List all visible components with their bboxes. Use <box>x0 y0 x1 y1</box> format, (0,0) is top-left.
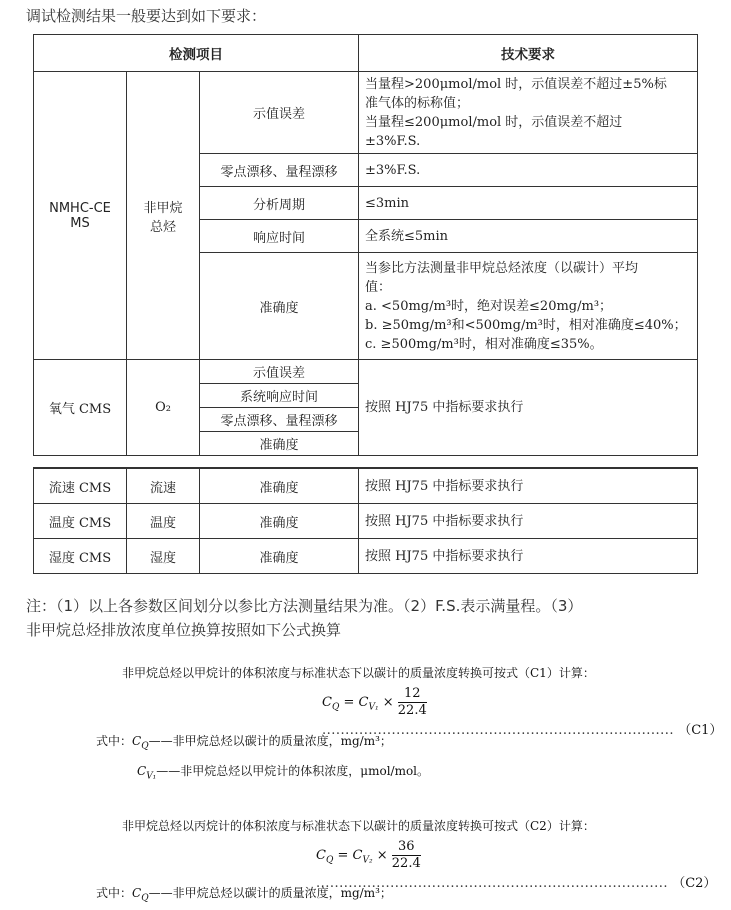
formula2-fraction <box>392 839 421 872</box>
nmhc-name-cell <box>34 72 127 360</box>
formula2-lhs-sub: Q <box>325 855 334 866</box>
req-line: 当量程≤200μmol/mol 时，示值误差不超过 <box>365 114 623 130</box>
item-cell: 准确度 <box>200 468 359 504</box>
item-cell: 系统响应时间 <box>200 384 359 408</box>
item-cell: 零点漂移、量程漂移 <box>200 408 359 432</box>
item-cell: 准确度 <box>200 539 359 574</box>
formula1-dots: ............................................................................ <box>322 723 675 738</box>
formula1-def2 <box>137 762 429 781</box>
formula2-where: 式中： <box>96 886 133 900</box>
formula2-label: （C2） <box>672 876 717 891</box>
req-line: a. <50mg/m³时，绝对误差≤20mg/m³； <box>365 298 613 314</box>
formula1-def1-text: ——非甲烷总烃以碳计的质量浓度，mg/m³； <box>148 734 392 748</box>
o2-name-cell: 氧气 CMS <box>34 360 127 456</box>
formula2-def1-text: ——非甲烷总烃以碳计的质量浓度，mg/m³； <box>148 886 392 900</box>
formula2-def1-sub: Q <box>141 893 149 904</box>
formula1-lhs: C <box>322 695 332 710</box>
req-line: 准气体的标称值； <box>365 95 470 111</box>
formula2-eq: = <box>337 848 349 863</box>
nmhc-name-line1: NMHC-CE <box>49 200 111 216</box>
formula2-denominator: 22.4 <box>391 856 421 871</box>
formula2-rhs: C <box>352 848 363 863</box>
spec-table <box>33 34 698 456</box>
item-cell: 示值误差 <box>200 72 359 154</box>
formula2-numerator: 36 <box>392 839 421 856</box>
formula1-intro: 非甲烷总烃以甲烷计的体积浓度与标准状态下以碳计的质量浓度转换可按式（C1）计算： <box>122 666 595 680</box>
item-cell: 响应时间 <box>200 220 359 253</box>
req-line: 当量程>200μmol/mol 时，示值误差不超过±5%标 <box>365 76 667 92</box>
param-cell: 流速 <box>127 468 200 504</box>
formula1-rhs-sub: V₁ <box>368 702 379 713</box>
name-cell: 湿度 CMS <box>34 539 127 574</box>
formula1-times: × <box>382 695 394 710</box>
requirement-cell <box>359 253 698 360</box>
param-cell: 温度 <box>127 504 200 539</box>
item-cell: 准确度 <box>200 432 359 456</box>
nmhc-param-cell <box>127 72 200 360</box>
formula1-def2-sub: V₁ <box>146 771 157 782</box>
item-cell: 示值误差 <box>200 360 359 384</box>
note-paragraph <box>26 594 716 642</box>
formula1-equation <box>322 686 731 738</box>
header-requirement: 技术要求 <box>359 35 698 72</box>
requirement-cell: ±3%F.S. <box>359 154 698 187</box>
o2-param-cell: O₂ <box>127 360 200 456</box>
item-cell: 准确度 <box>200 253 359 360</box>
formula1-fraction <box>398 686 427 719</box>
formula2-def1 <box>96 884 392 903</box>
nmhc-param-line2: 总烃 <box>149 219 176 235</box>
table-row <box>34 468 698 504</box>
table-row <box>34 539 698 574</box>
requirement-cell: 全系统≤5min <box>359 220 698 253</box>
formula1-label: （C1） <box>678 723 723 738</box>
table-row <box>34 360 698 384</box>
formula1-def1-sym: C <box>132 734 142 748</box>
formula1-where: 式中： <box>96 734 133 748</box>
req-line: c. ≥500mg/m³时，相对准确度≤35%。 <box>365 336 603 352</box>
name-cell: 流速 CMS <box>34 468 127 504</box>
formula1-lhs-sub: Q <box>331 702 340 713</box>
table-row <box>34 504 698 539</box>
req-line: 值： <box>365 279 392 295</box>
formula1-rhs: C <box>358 695 369 710</box>
formula2-rhs-sub: V₂ <box>362 855 373 866</box>
formula1-def1 <box>96 732 392 751</box>
o2-requirement-cell: 按照 HJ75 中指标要求执行 <box>359 360 698 456</box>
spec-table-continued <box>33 467 698 574</box>
header-item: 检测项目 <box>34 35 359 72</box>
requirement-cell <box>359 72 698 154</box>
formula1-eq: = <box>343 695 355 710</box>
req-line: ±3%F.S. <box>365 133 421 149</box>
table-row <box>34 72 698 154</box>
nmhc-param-line1: 非甲烷 <box>143 200 183 216</box>
item-cell: 准确度 <box>200 504 359 539</box>
requirement-cell: 按照 HJ75 中指标要求执行 <box>359 504 698 539</box>
nmhc-name-line2: MS <box>70 215 90 231</box>
formula2-def1-sym: C <box>132 886 142 900</box>
item-cell: 零点漂移、量程漂移 <box>200 154 359 187</box>
item-cell: 分析周期 <box>200 187 359 220</box>
intro-text: 调试检测结果一般要达到如下要求： <box>26 7 267 25</box>
note-line: 非甲烷总烃排放浓度单位换算按照如下公式换算 <box>26 621 342 639</box>
formula1-def2-sym: C <box>137 764 147 778</box>
formula1-def1-sub: Q <box>141 741 149 752</box>
name-cell: 温度 CMS <box>34 504 127 539</box>
requirement-cell: 按照 HJ75 中指标要求执行 <box>359 468 698 504</box>
req-line: b. ≥50mg/m³和<500mg/m³时，相对准确度≤40%； <box>365 317 687 333</box>
formula1-numerator: 12 <box>398 686 427 703</box>
formula2-intro: 非甲烷总烃以丙烷计的体积浓度与标准状态下以碳计的质量浓度转换可按式（C2）计算： <box>122 819 595 833</box>
note-line: 注：（1）以上各参数区间划分以参比方法测量结果为准。（2）F.S.表示满量程。（3） <box>26 597 583 615</box>
param-cell: 湿度 <box>127 539 200 574</box>
formula2-lhs: C <box>316 848 326 863</box>
req-line: 当参比方法测量非甲烷总烃浓度（以碳计）平均 <box>365 260 639 276</box>
requirement-cell: 按照 HJ75 中指标要求执行 <box>359 539 698 574</box>
formula2-dots: ............................................................................ <box>316 876 669 891</box>
requirement-cell: ≤3min <box>359 187 698 220</box>
formula1-def2-text: ——非甲烷总烃以甲烷计的体积浓度，μmol/mol。 <box>156 764 430 778</box>
formula2-times: × <box>376 848 388 863</box>
header-row <box>34 35 698 72</box>
formula1-denominator: 22.4 <box>397 703 427 718</box>
